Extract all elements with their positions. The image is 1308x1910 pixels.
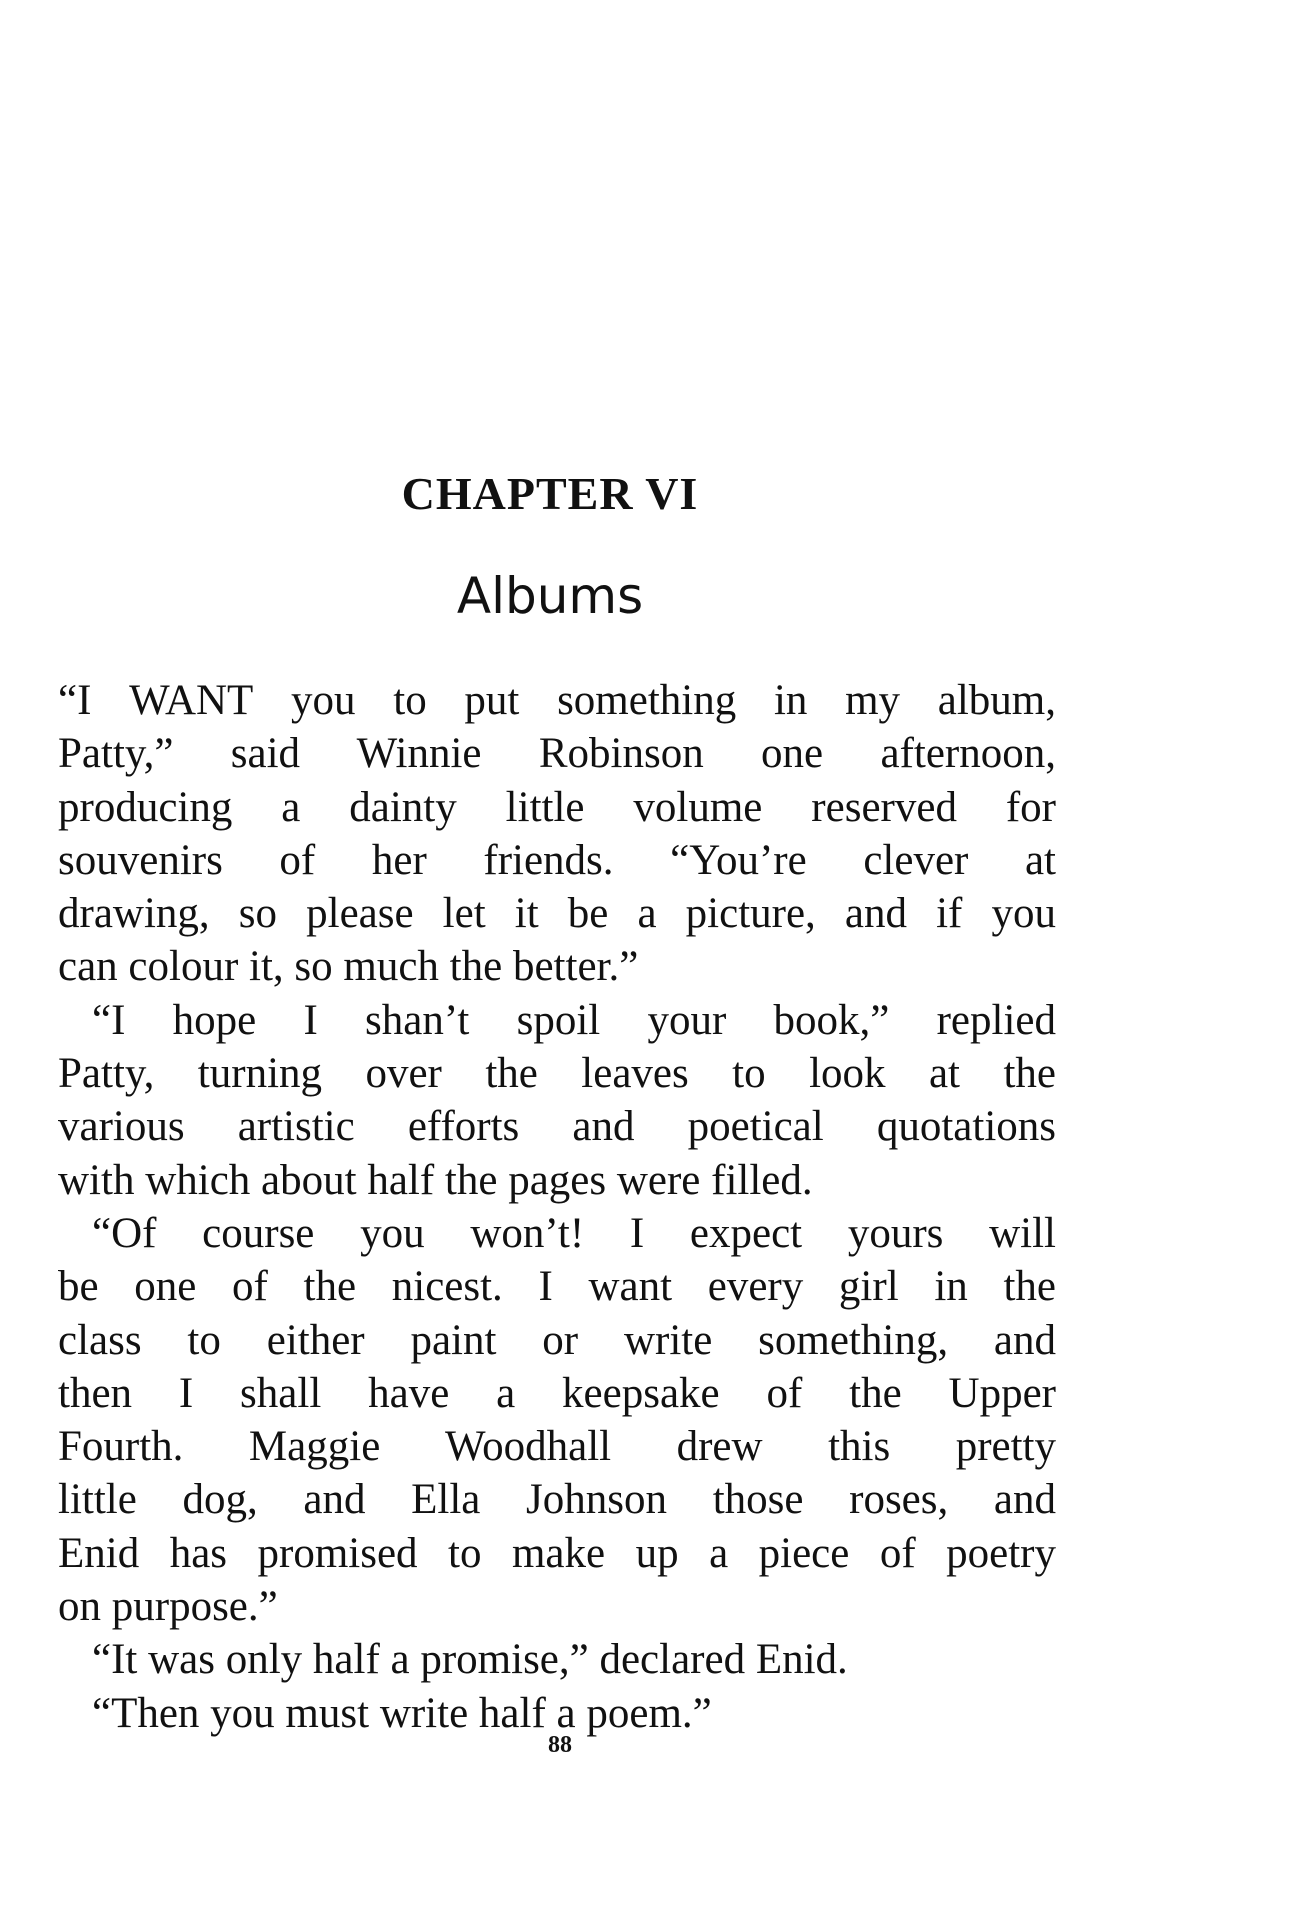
text-line: then I shall have a keepsake of the Upper [58,1369,1056,1417]
text-line: Patty, turning over the leaves to look at the [58,1050,1056,1098]
paragraph [58,994,1056,1207]
text-line: Fourth. Maggie Woodhall drew this pretty [58,1423,1056,1471]
text-line: “Of course you won’t! I expect yours will [92,1209,1056,1257]
text-line: “I hope I shan’t spoil your book,” replied [92,996,1056,1044]
text-line: class to either paint or write something, and [58,1316,1056,1364]
text-line: souvenirs of her friends. “You’re clever at [58,836,1056,884]
text-line: little dog, and Ella Johnson those roses, and [58,1476,1056,1524]
text-line: Patty,” said Winnie Robinson one afternoon, [58,730,1056,778]
chapter-title: Albums [456,567,644,625]
text-line: Enid has promised to make up a piece of poetry [58,1529,1056,1577]
text-line: producing a dainty little volume reserved for [58,783,1056,831]
text-line: be one of the nicest. I want every girl in the [58,1263,1056,1311]
text-line: “I WANT you to put something in my album, [58,677,1056,724]
paragraph [58,674,1056,994]
paragraph [58,1633,1056,1686]
text-line: can colour it, so much the better.” [58,943,639,991]
chapter-label: CHAPTER VI [401,468,699,519]
text-line: drawing, so please let it be a picture, and if you [58,890,1056,938]
text-line: various artistic efforts and poetical quotations [58,1103,1056,1151]
page-number: 88 [548,1732,572,1758]
text-line: “Then you must write half a poem.” [92,1689,712,1737]
text-line: with which about half the pages were filled. [58,1156,813,1204]
paragraph [58,1207,1056,1633]
text-line: “It was only half a promise,” declared Enid. [92,1636,848,1684]
chapter-body [58,674,1056,1740]
text-line: on purpose.” [58,1583,278,1631]
